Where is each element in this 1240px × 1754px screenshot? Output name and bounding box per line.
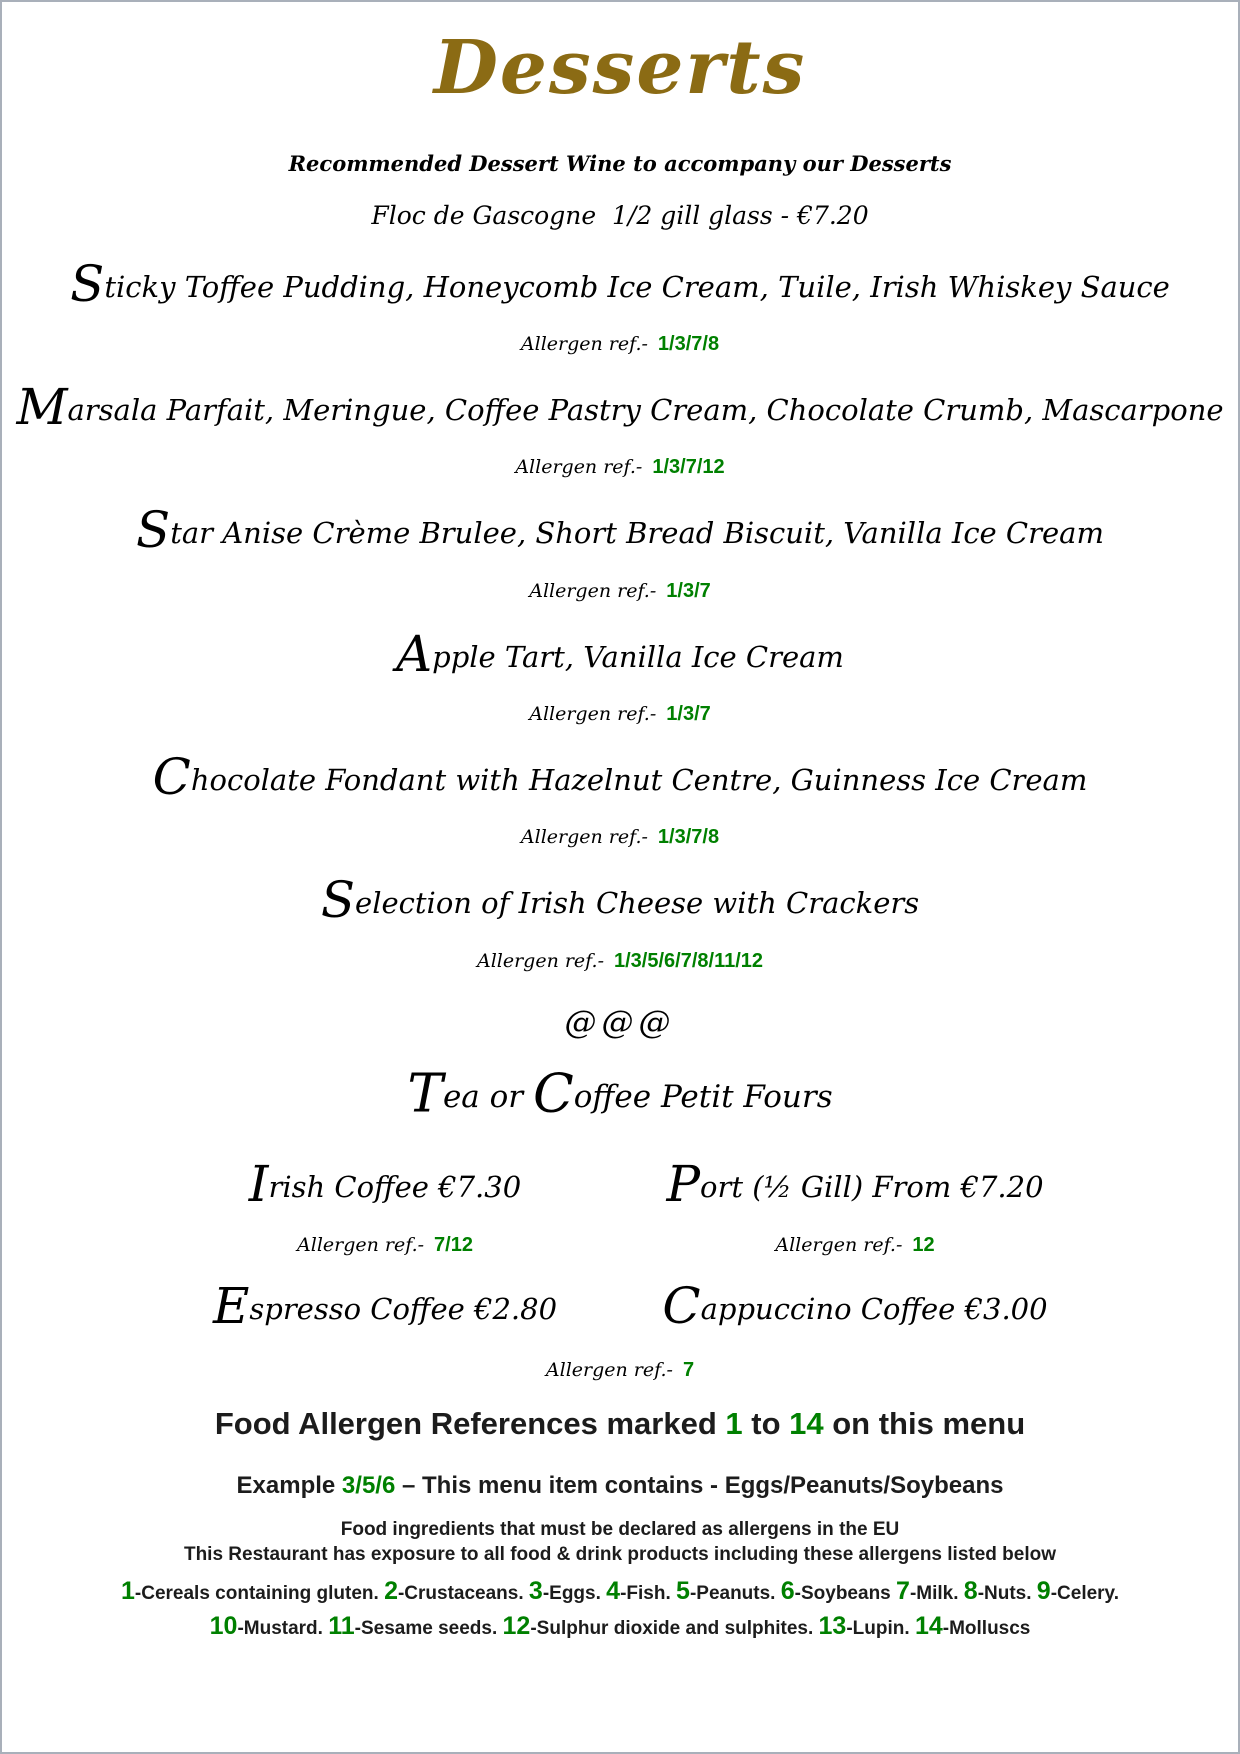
wine-recommendation-text: Recommended Dessert Wine to accompany our Desserts: [288, 151, 952, 177]
allergen-name: -Soybeans: [794, 1582, 897, 1604]
allergen-definition: [328, 1611, 503, 1640]
drinks-row-1: [2, 1155, 1238, 1214]
drink-dropcap: I: [248, 1155, 269, 1214]
allergen-ref-label: Allergen ref.-: [529, 579, 657, 602]
allergen-name: -Nuts.: [977, 1582, 1037, 1604]
allergen-ref-label: Allergen ref.-: [515, 456, 643, 479]
allergen-name: -Celery.: [1050, 1582, 1119, 1604]
tea-coffee-heading: [2, 1062, 1238, 1125]
allergen-ref: [2, 827, 1238, 847]
allergen-ref-inner: [775, 1233, 935, 1256]
allergen-ref-label: Allergen ref.-: [520, 332, 648, 355]
drinks-row-2: [2, 1276, 1238, 1335]
allergen-number: 13: [818, 1611, 847, 1640]
allergen-definition: [963, 1576, 1037, 1605]
allergen-definitions-line-2: [2, 1610, 1238, 1645]
allergen-ref-values: 1/3/7: [666, 579, 711, 602]
restaurant-exposure-note-text: This Restaurant has exposure to all food & drink products including these allergens listed below: [183, 1544, 1057, 1566]
allergen-ref-values: 12: [912, 1233, 935, 1256]
drink-name: rish Coffee €7.30: [268, 1170, 522, 1205]
allergen-ref-values: 1/3/7: [666, 702, 711, 725]
allergen-number: 4: [606, 1576, 621, 1605]
allergen-name: -Eggs.: [542, 1582, 607, 1604]
heading-number-1: 1: [725, 1406, 743, 1442]
example-text: – This menu item contains - Eggs/Peanuts/Soybeans: [395, 1471, 1004, 1499]
allergen-definitions-line-1: [2, 1575, 1238, 1610]
allergen-name: -Cereals containing gluten.: [134, 1582, 385, 1604]
allergen-number: 10: [209, 1611, 238, 1640]
allergen-definition: [896, 1576, 964, 1605]
example-codes: 3/5/6: [341, 1471, 396, 1499]
eu-allergen-note: [2, 1519, 1238, 1542]
menu-title: [2, 25, 1238, 111]
tea-heading-text: ea or: [442, 1078, 533, 1115]
menu-item-chocolate-fondant: [2, 747, 1238, 806]
allergen-name: -Peanuts.: [689, 1582, 781, 1604]
allergen-ref-label: Allergen ref.-: [297, 1233, 425, 1256]
drink-espresso: [150, 1276, 620, 1335]
allergen-ref-values: 1/3/7/8: [657, 826, 720, 849]
allergen-number: 3: [528, 1576, 543, 1605]
allergen-ref-values: 1/3/7/12: [652, 456, 725, 479]
allergen-definition: [676, 1576, 781, 1605]
allergen-definition: [121, 1576, 385, 1605]
allergen-name: -Fish.: [620, 1582, 677, 1604]
allergen-ref-label: Allergen ref.-: [775, 1233, 903, 1256]
menu-item-name: hocolate Fondant with Hazelnut Centre, Guinness Ice Cream: [190, 762, 1088, 797]
menu-item-name: tar Anise Crème Brulee, Short Bread Biscuit, Vanilla Ice Cream: [170, 516, 1104, 551]
menu-item-dropcap: M: [16, 377, 68, 436]
allergen-ref: [2, 704, 1238, 724]
allergen-name: -Sulphur dioxide and sulphites.: [530, 1617, 819, 1639]
allergen-definition: [606, 1576, 677, 1605]
drink-name: ort (½ Gill) From €7.20: [700, 1170, 1044, 1205]
allergen-number: 9: [1036, 1576, 1051, 1605]
allergen-ref-values: 7/12: [434, 1233, 473, 1256]
allergen-ref-values: 1/3/7/8: [657, 332, 720, 355]
coffee-heading-dropcap: C: [532, 1062, 574, 1125]
allergen-number: 1: [121, 1576, 135, 1605]
menu-item-star-anise-creme-brulee: [2, 501, 1238, 560]
allergen-number: 11: [328, 1611, 355, 1640]
drink-dropcap: P: [666, 1155, 700, 1214]
example-text: Example: [236, 1471, 342, 1499]
eu-allergen-note-text: Food ingredients that must be declared as allergens in the EU: [340, 1519, 900, 1541]
allergen-name: -Lupin.: [846, 1617, 915, 1639]
coffee-heading-text: offee Petit Fours: [573, 1078, 833, 1115]
allergen-name: -Crustaceans.: [397, 1582, 529, 1604]
allergen-ref-label: Allergen ref.-: [520, 826, 648, 849]
allergen-example-line: [2, 1472, 1238, 1500]
menu-item-apple-tart: [2, 624, 1238, 683]
drink-name: spresso Coffee €2.80: [249, 1291, 558, 1326]
allergen-ref: [2, 581, 1238, 601]
heading-text: to: [742, 1406, 790, 1442]
allergen-ref-label: Allergen ref.-: [476, 949, 604, 972]
wine-recommendation: [2, 151, 1238, 176]
drinks-allergen-row: [2, 1235, 1238, 1255]
drink-name: appuccino Coffee €3.00: [700, 1291, 1048, 1326]
divider-ornament-glyphs: @@@: [564, 1002, 676, 1041]
wine-price-text: Floc de Gascogne 1/2 gill glass - €7.20: [371, 200, 869, 230]
drink-port: [620, 1155, 1090, 1214]
heading-text: on this menu: [823, 1406, 1026, 1442]
menu-item-name: ticky Toffee Pudding, Honeycomb Ice Cream, Tuile, Irish Whiskey Sauce: [104, 269, 1170, 304]
allergen-name: -Molluscs: [942, 1617, 1031, 1639]
drink-dropcap: C: [662, 1276, 701, 1335]
menu-item-name: arsala Parfait, Meringue, Coffee Pastry Cream, Chocolate Crumb, Mascarpone: [67, 392, 1224, 427]
allergen-number: 5: [676, 1576, 690, 1605]
allergen-number: 12: [502, 1611, 531, 1640]
allergen-ref: [620, 1235, 1090, 1255]
allergen-ref-label: Allergen ref.-: [529, 702, 657, 725]
menu-item-marsala-parfait: [2, 377, 1238, 436]
allergen-ref-inner: [297, 1233, 473, 1256]
menu-item-name: pple Tart, Vanilla Ice Cream: [432, 639, 844, 674]
menu-item-sticky-toffee-pudding: [2, 254, 1238, 313]
menu-item-name: election of Irish Cheese with Crackers: [355, 886, 920, 921]
allergen-definition: [818, 1611, 915, 1640]
restaurant-exposure-note: [2, 1544, 1238, 1567]
menu-item-dropcap: C: [152, 747, 191, 806]
allergen-number: 8: [963, 1576, 978, 1605]
allergen-ref: [2, 951, 1238, 971]
allergen-name: -Mustard.: [237, 1617, 329, 1639]
allergen-definition: [209, 1611, 329, 1640]
menu-item-dropcap: S: [70, 254, 105, 313]
menu-item-dropcap: A: [396, 624, 433, 683]
menu-item-dropcap: S: [320, 871, 356, 930]
divider-ornament: [2, 1002, 1238, 1041]
menu-item-dropcap: S: [136, 501, 171, 560]
heading-text: Food Allergen References marked: [214, 1406, 726, 1442]
allergen-ref-values: 1/3/5/6/7/8/11/12: [614, 949, 764, 972]
allergen-ref: [150, 1235, 620, 1255]
allergen-ref: [2, 1360, 1238, 1380]
allergen-ref-values: 7: [682, 1359, 695, 1382]
allergen-name: -Milk.: [909, 1582, 964, 1604]
menu-title-text: Desserts: [433, 25, 807, 111]
heading-number-14: 14: [789, 1406, 824, 1442]
allergen-ref: [2, 457, 1238, 477]
allergen-definition: [384, 1576, 529, 1605]
tea-heading-dropcap: T: [407, 1062, 443, 1125]
allergen-definition: [1036, 1576, 1119, 1605]
allergen-number: 6: [780, 1576, 795, 1605]
food-allergen-heading: [2, 1406, 1238, 1442]
drink-cappuccino: [620, 1276, 1090, 1335]
menu-item-irish-cheese-selection: [2, 871, 1238, 930]
drink-dropcap: E: [212, 1276, 250, 1335]
allergen-definition: [914, 1611, 1031, 1640]
allergen-ref: [2, 334, 1238, 354]
allergen-number: 14: [914, 1611, 943, 1640]
allergen-definition: [528, 1576, 607, 1605]
allergen-definition: [502, 1611, 819, 1640]
allergen-definition: [780, 1576, 897, 1605]
drink-irish-coffee: [150, 1155, 620, 1214]
allergen-name: -Sesame seeds.: [354, 1617, 503, 1639]
allergen-number: 2: [384, 1576, 398, 1605]
allergen-number: 7: [896, 1576, 910, 1605]
wine-price-line: [2, 201, 1238, 231]
allergen-ref-label: Allergen ref.-: [545, 1359, 673, 1382]
